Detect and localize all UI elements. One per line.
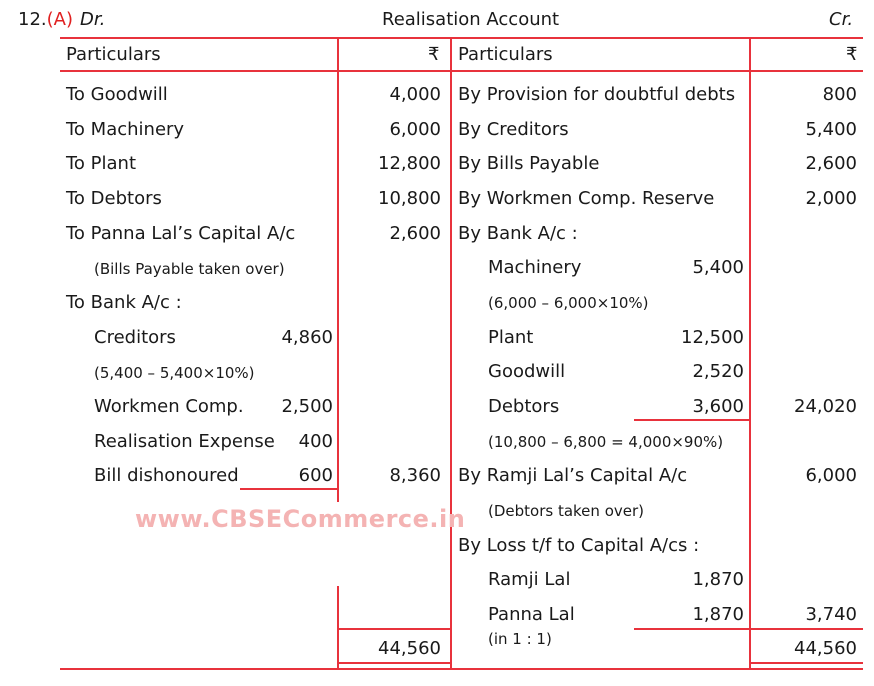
debit-bank-amount: 8,360 — [389, 465, 441, 486]
credit-plant-label: Plant — [488, 327, 534, 348]
credit-bank-subtotal-rule — [634, 419, 750, 421]
debit-machinery-amount: 6,000 — [389, 119, 441, 140]
debit-panna-capital-note: (Bills Payable taken over) — [94, 260, 285, 278]
debit-workmen-label: Workmen Comp. — [94, 396, 244, 417]
credit-ramji-capital-amount: 6,000 — [805, 465, 857, 486]
left-amount-divider-upper — [337, 37, 339, 502]
debit-plant-label: To Plant — [66, 153, 137, 174]
debit-creditors-note: (5,400 – 5,400×10%) — [94, 364, 255, 382]
debit-goodwill-label: To Goodwill — [66, 84, 168, 105]
debit-creditors-inner-amount: 4,860 — [281, 327, 333, 348]
credit-bank-label: By Bank A/c : — [458, 223, 578, 244]
debit-realisation-expense-inner-amount: 400 — [298, 431, 333, 452]
credit-debtors-inner-amount: 3,600 — [692, 396, 744, 417]
center-divider — [450, 37, 452, 670]
credit-machinery-label: Machinery — [488, 257, 582, 278]
debit-panna-capital-label: To Panna Lal’s Capital A/c — [66, 223, 296, 244]
credit-workmen-reserve-label: By Workmen Comp. Reserve — [458, 188, 715, 209]
credit-ramji-capital-label: By Ramji Lal’s Capital A/c — [458, 465, 688, 486]
debit-goodwill-amount: 4,000 — [389, 84, 441, 105]
header-bottom-rule — [60, 70, 863, 72]
credit-goodwill-inner-amount: 2,520 — [692, 361, 744, 382]
debit-bill-dishonoured-inner-amount: 600 — [298, 465, 333, 486]
credit-plant-inner-amount: 12,500 — [681, 327, 744, 348]
credit-loss-subtotal-rule — [634, 628, 750, 630]
credit-debtors-label: Debtors — [488, 396, 560, 417]
debit-bank-subtotal-rule — [240, 488, 337, 490]
credit-goodwill-label: Goodwill — [488, 361, 566, 382]
credit-creditors-amount: 5,400 — [805, 119, 857, 140]
credit-machinery-note: (6,000 – 6,000×10%) — [488, 294, 649, 312]
credit-ramji-label: Ramji Lal — [488, 569, 571, 590]
debit-debtors-label: To Debtors — [66, 188, 162, 209]
page-title: Realisation Account — [382, 9, 560, 30]
table-top-rule — [60, 37, 863, 39]
debit-bank-label: To Bank A/c : — [66, 292, 182, 313]
debit-debtors-amount: 10,800 — [378, 188, 441, 209]
debit-creditors-label: Creditors — [94, 327, 176, 348]
credit-total-double-rule — [749, 662, 863, 664]
dr-label: Dr. — [80, 9, 106, 30]
credit-loss-amount: 3,740 — [805, 604, 857, 625]
right-particulars-header: Particulars — [458, 44, 553, 65]
debit-total-top-rule — [337, 628, 452, 630]
debit-bill-dishonoured-label: Bill dishonoured — [94, 465, 239, 486]
table-bottom-rule — [60, 668, 863, 670]
credit-ramji-capital-note: (Debtors taken over) — [488, 502, 644, 520]
cr-label: Cr. — [829, 9, 854, 30]
left-particulars-header: Particulars — [66, 44, 161, 65]
credit-debtors-note: (10,800 – 6,800 = 4,000×90%) — [488, 433, 724, 451]
debit-panna-capital-amount: 2,600 — [389, 223, 441, 244]
right-amount-divider — [749, 37, 751, 670]
credit-loss-ratio-note: (in 1 : 1) — [488, 630, 552, 648]
debit-plant-amount: 12,800 — [378, 153, 441, 174]
credit-creditors-label: By Creditors — [458, 119, 569, 140]
debit-workmen-inner-amount: 2,500 — [281, 396, 333, 417]
credit-total-amount: 44,560 — [794, 638, 857, 659]
credit-panna-label: Panna Lal — [488, 604, 575, 625]
credit-bank-amount: 24,020 — [794, 396, 857, 417]
credit-provision-amount: 800 — [822, 84, 857, 105]
right-rupee-header: ₹ — [846, 44, 858, 65]
question-number: 12.(A) — [18, 9, 73, 30]
credit-workmen-reserve-amount: 2,000 — [805, 188, 857, 209]
left-rupee-header: ₹ — [428, 44, 440, 65]
debit-machinery-label: To Machinery — [66, 119, 185, 140]
debit-total-amount: 44,560 — [378, 638, 441, 659]
credit-loss-label: By Loss t/f to Capital A/cs : — [458, 535, 700, 556]
part-label: (A) — [46, 9, 73, 30]
debit-realisation-expense-label: Realisation Expense — [94, 431, 275, 452]
watermark: www.CBSECommerce.in — [135, 505, 466, 533]
credit-machinery-inner-amount: 5,400 — [692, 257, 744, 278]
credit-ramji-inner-amount: 1,870 — [692, 569, 744, 590]
credit-total-top-rule — [749, 628, 863, 630]
debit-total-double-rule — [337, 662, 452, 664]
credit-provision-label: By Provision for doubtful debts — [458, 84, 736, 105]
credit-bills-payable-amount: 2,600 — [805, 153, 857, 174]
credit-panna-inner-amount: 1,870 — [692, 604, 744, 625]
credit-bills-payable-label: By Bills Payable — [458, 153, 600, 174]
